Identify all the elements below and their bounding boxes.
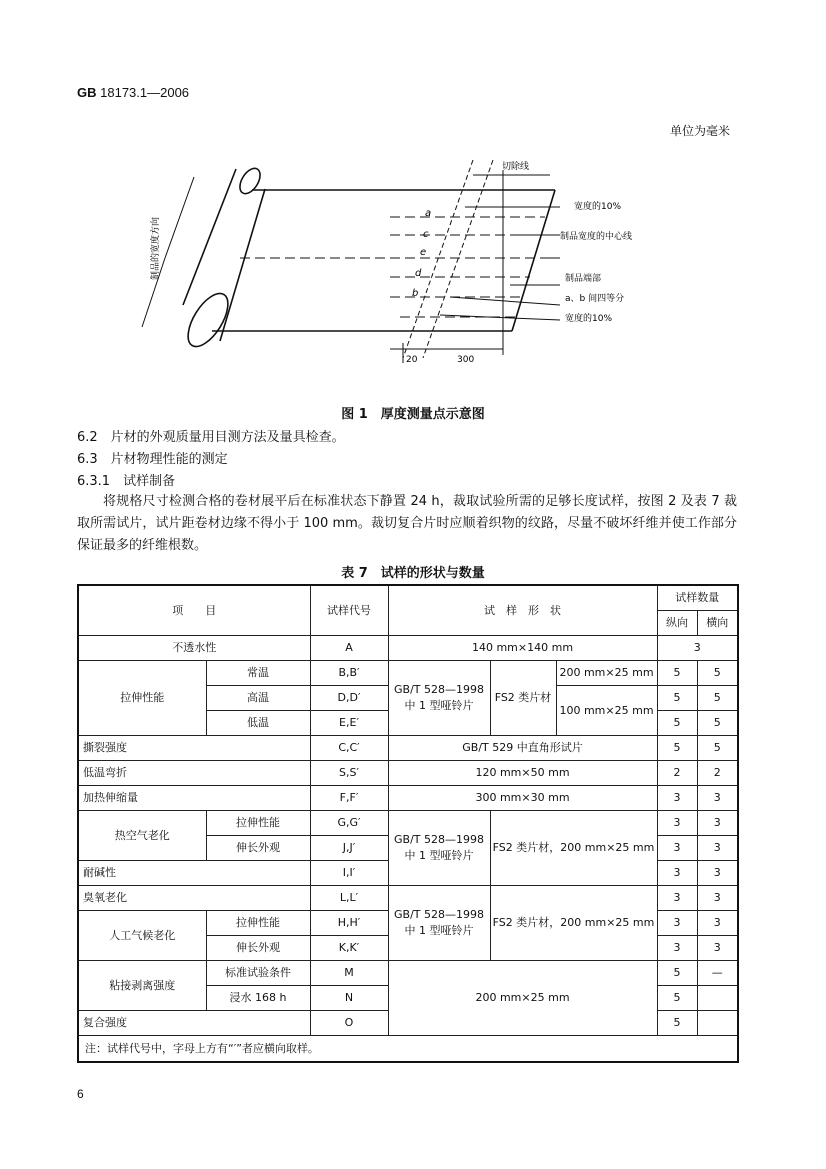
cell-long: 3 — [657, 811, 697, 836]
cell-code: C,C′ — [310, 736, 388, 761]
cell-item: 粘接剥离强度 — [78, 961, 206, 1011]
label-cut-line: 切除线 — [502, 162, 530, 172]
point-d: d — [415, 268, 422, 279]
cell-code: M — [310, 961, 388, 986]
cell-shape-size: 100 mm×25 mm — [556, 686, 657, 736]
cell-shape: GB/T 529 中直角形试片 — [388, 736, 657, 761]
th-qty: 试样数量 — [657, 585, 738, 611]
label-width-10-top: 宽度的10% — [574, 202, 622, 212]
cell-trans: — — [697, 961, 738, 986]
cell-long: 5 — [657, 661, 697, 686]
cell-long: 5 — [657, 711, 697, 736]
cell-sub: 拉伸性能 — [206, 811, 310, 836]
cell-sub: 低温 — [206, 711, 310, 736]
cell-shape-std: GB/T 528—1998 中 1 型哑铃片 — [388, 811, 490, 886]
cell-sub: 伸长外观 — [206, 836, 310, 861]
unit-note: 单位为毫米 — [669, 124, 730, 138]
cell-item: 不透水性 — [78, 636, 310, 661]
cell-long: 3 — [657, 786, 697, 811]
cell-code: G,G′ — [310, 811, 388, 836]
cell-long: 2 — [657, 761, 697, 786]
cell-trans: 3 — [697, 936, 738, 961]
cell-code: E,E′ — [310, 711, 388, 736]
cell-code: H,H′ — [310, 911, 388, 936]
cell-item: 低温弯折 — [78, 761, 310, 786]
section-6-3-1: 6.3.1 试样制备 — [77, 474, 176, 489]
point-b: b — [412, 288, 419, 299]
cell-shape-std: GB/T 528—1998 中 1 型哑铃片 — [388, 661, 490, 736]
label-product-end: 制品端部 — [565, 274, 602, 284]
dim-20: 20 — [406, 355, 418, 365]
cell-item: 复合强度 — [78, 1011, 310, 1036]
cell-code: I,I′ — [310, 861, 388, 886]
cell-code: F,F′ — [310, 786, 388, 811]
cell-code: B,B′ — [310, 661, 388, 686]
page-number: 6 — [77, 1087, 84, 1101]
cell-trans: 3 — [697, 861, 738, 886]
cell-sub: 拉伸性能 — [206, 911, 310, 936]
cell-code: A — [310, 636, 388, 661]
table-note: 注：试样代号中，字母上方有“′”者应横向取样。 — [78, 1036, 738, 1063]
cell-shape-fs2: FS2 类片材，200 mm×25 mm — [490, 886, 657, 961]
cell-sub: 浸水 168 h — [206, 986, 310, 1011]
standard-number: GB 18173.1—2006 — [77, 85, 190, 100]
cell-shape-fs2: FS2 类片材 — [490, 661, 556, 736]
label-center-line: 制品宽度的中心线 — [560, 232, 633, 242]
cell-item: 耐碱性 — [78, 861, 310, 886]
cell-sub: 常温 — [206, 661, 310, 686]
point-c: c — [423, 229, 429, 240]
cell-long: 3 — [657, 911, 697, 936]
cell-code: D,D′ — [310, 686, 388, 711]
figure-caption: 图 1 厚度测量点示意图 — [341, 407, 485, 422]
cell-trans: 3 — [697, 836, 738, 861]
cell-shape: 140 mm×140 mm — [388, 636, 657, 661]
cell-code: L,L′ — [310, 886, 388, 911]
label-ab-quarter: a、b 间四等分 — [565, 294, 625, 304]
cell-shape: 200 mm×25 mm — [388, 961, 657, 1036]
cell-item: 臭氧老化 — [78, 886, 310, 911]
thickness-figure — [120, 155, 680, 370]
th-trans: 横向 — [697, 611, 738, 636]
th-shape: 试 样 形 状 — [388, 585, 657, 636]
cell-trans: 5 — [697, 711, 738, 736]
section-6-3: 6.3 片材物理性能的测定 — [77, 452, 228, 467]
cell-long: 5 — [657, 1011, 697, 1036]
cell-long: 5 — [657, 986, 697, 1011]
cell-long: 3 — [657, 861, 697, 886]
th-long: 纵向 — [657, 611, 697, 636]
cell-trans — [697, 986, 738, 1011]
cell-item: 人工气候老化 — [78, 911, 206, 961]
point-e: e — [420, 247, 427, 258]
cell-long: 5 — [657, 736, 697, 761]
cell-qty: 3 — [657, 636, 738, 661]
cell-trans: 3 — [697, 811, 738, 836]
cell-trans: 2 — [697, 761, 738, 786]
cell-item: 热空气老化 — [78, 811, 206, 861]
cell-long: 3 — [657, 936, 697, 961]
table-7 — [77, 584, 739, 1063]
cell-long: 5 — [657, 686, 697, 711]
cell-code: N — [310, 986, 388, 1011]
cell-trans: 3 — [697, 886, 738, 911]
cell-item: 拉伸性能 — [78, 661, 206, 736]
cell-trans — [697, 1011, 738, 1036]
cell-trans: 5 — [697, 736, 738, 761]
table-caption: 表 7 试样的形状与数量 — [341, 566, 485, 581]
cell-code: J,J′ — [310, 836, 388, 861]
th-item: 项 目 — [78, 585, 310, 636]
cell-trans: 3 — [697, 911, 738, 936]
cell-sub: 伸长外观 — [206, 936, 310, 961]
cell-item: 撕裂强度 — [78, 736, 310, 761]
cell-long: 3 — [657, 836, 697, 861]
cell-shape: 300 mm×30 mm — [388, 786, 657, 811]
figure-side-label: 制品的宽度方向 — [151, 216, 161, 280]
cell-sub: 标准试验条件 — [206, 961, 310, 986]
cell-code: K,K′ — [310, 936, 388, 961]
cell-code: O — [310, 1011, 388, 1036]
cell-trans: 5 — [697, 661, 738, 686]
cell-long: 3 — [657, 886, 697, 911]
cell-sub: 高温 — [206, 686, 310, 711]
point-a: a — [425, 208, 432, 219]
cell-trans: 5 — [697, 686, 738, 711]
cell-shape: 120 mm×50 mm — [388, 761, 657, 786]
label-width-10-bottom: 宽度的10% — [565, 314, 613, 324]
dim-300: 300 — [457, 355, 475, 365]
cell-code: S,S′ — [310, 761, 388, 786]
cell-shape-fs2: FS2 类片材，200 mm×25 mm — [490, 811, 657, 886]
cell-long: 5 — [657, 961, 697, 986]
cell-shape-size: 200 mm×25 mm — [556, 661, 657, 686]
section-6-2: 6.2 片材的外观质量用目测方法及量具检查。 — [77, 430, 345, 445]
paragraph-sample-prep: 将规格尺寸检测合格的卷材展平后在标准状态下静置 24 h，裁取试验所需的足够长度试样，按图 2 及表 7 裁取所需试片，试片距卷材边缘不得小于 100 mm。裁切复合片时应顺着织物的纹路，尽量不破坏纤维并使工作部分保证最多的纤维根数。 — [77, 494, 737, 553]
cell-item: 加热伸缩量 — [78, 786, 310, 811]
cell-shape-std: GB/T 528—1998 中 1 型哑铃片 — [388, 886, 490, 961]
th-code: 试样代号 — [310, 585, 388, 636]
cell-trans: 3 — [697, 786, 738, 811]
